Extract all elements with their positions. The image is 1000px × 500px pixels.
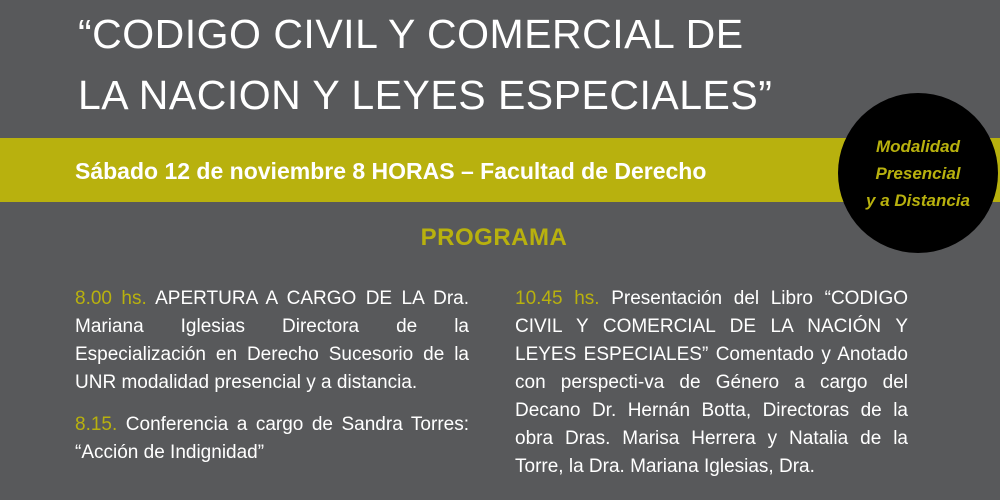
title-line-1: “CODIGO CIVIL Y COMERCIAL DE: [78, 11, 744, 57]
program-item-text: Presentación del Libro “CODIGO CIVIL Y COMERCIAL DE LA NACIÓN Y LEYES ESPECIALES” Comentado y Anotado con perspecti-va de Género a cargo del Decano Dr. Hernán Botta, Directoras de la obra Dras. Marisa Herrera y Natalia de la Torre, la Dra. Mariana Iglesias, Dra.: [515, 288, 909, 477]
modality-badge-line: Presencial: [875, 163, 961, 183]
program-column-left: [75, 285, 469, 481]
program-item: [75, 411, 469, 467]
program-item: [75, 285, 469, 397]
program-item-time: 10.45 hs.: [515, 288, 600, 309]
modality-badge-line: Modalidad: [875, 136, 961, 156]
document-title: [78, 4, 878, 126]
modality-badge-line: y a Distancia: [866, 190, 970, 210]
program-item-time: 8.15.: [75, 414, 118, 435]
program-item-text: Conferencia a cargo de Sandra Torres: “Acción de Indignidad”: [75, 414, 469, 463]
program-item-time: 8.00 hs.: [75, 288, 147, 309]
program-item-text: APERTURA A CARGO DE LA Dra. Mariana Iglesias Directora de la Especialización en Derecho Sucesorio de la UNR modalidad presencial y a distancia.: [75, 288, 469, 393]
program-heading: PROGRAMA: [420, 224, 568, 251]
event-banner-text: Sábado 12 de noviembre 8 HORAS – Facultad de Derecho: [75, 158, 707, 184]
program-column-right: [515, 285, 908, 495]
title-line-2: LA NACION Y LEYES ESPECIALES”: [78, 72, 773, 118]
program-item: [515, 285, 908, 481]
